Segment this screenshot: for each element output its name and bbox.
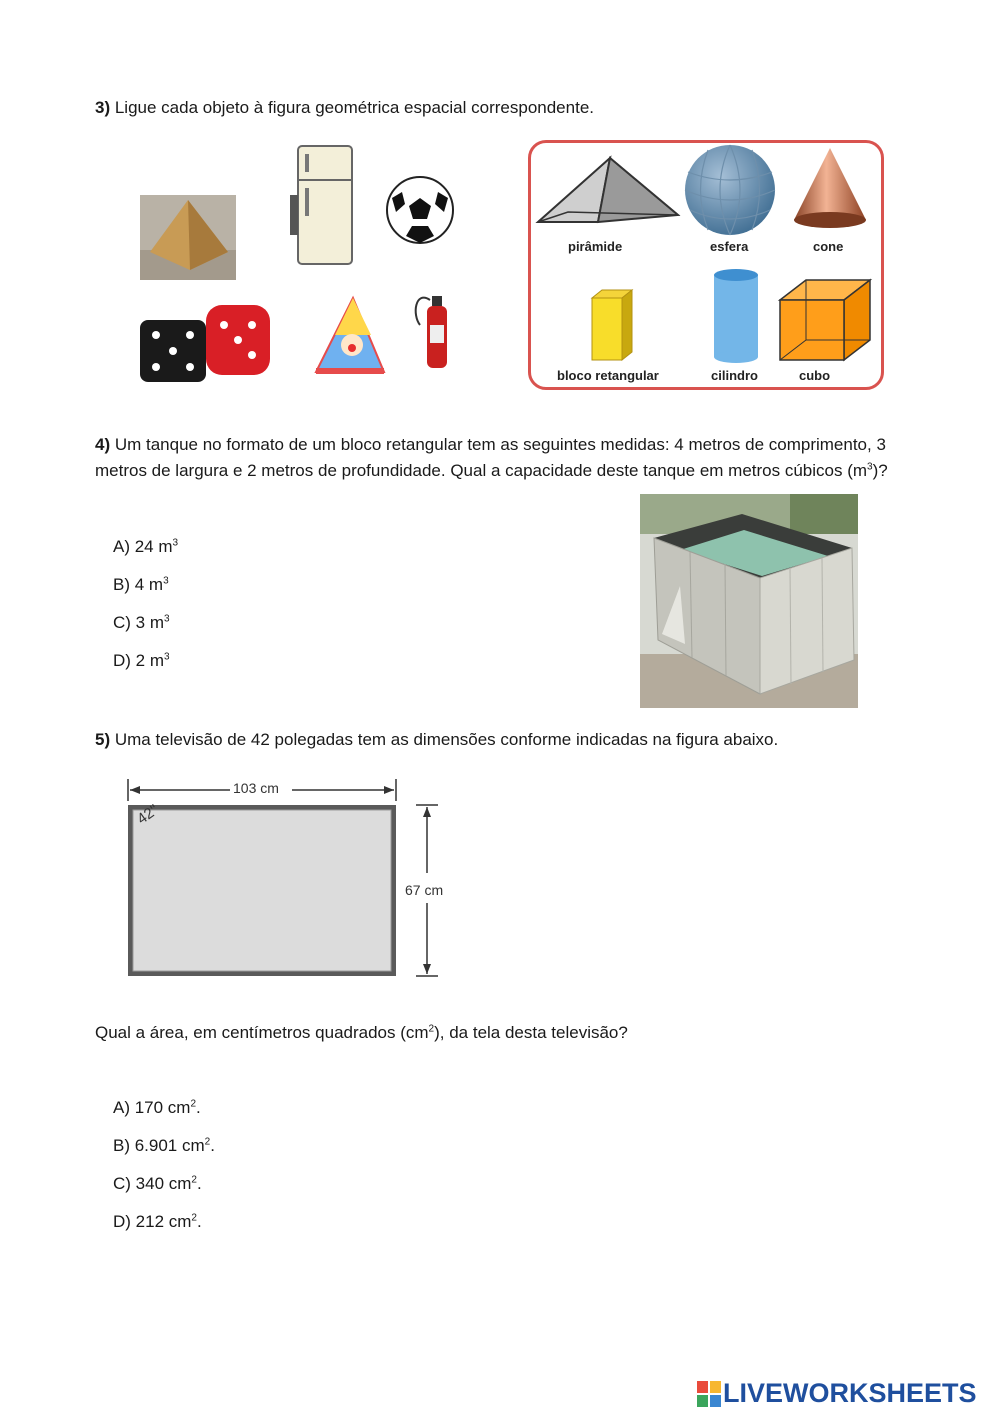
- q5-option-b-end: .: [210, 1136, 215, 1155]
- q4-option-b[interactable]: [113, 575, 169, 595]
- q4-option-d-label: D) 2 m: [113, 651, 164, 670]
- label-cilindro: cilindro: [711, 368, 758, 383]
- q5-option-b-sup: 2: [204, 1136, 211, 1148]
- q4-option-c[interactable]: [113, 613, 170, 633]
- q5-text: Uma televisão de 42 polegadas tem as dimensões conforme indicadas na figura abaixo.: [110, 730, 779, 749]
- q5-option-d-label: D) 212 cm: [113, 1212, 192, 1231]
- q3-number: 3): [95, 98, 111, 117]
- q4-text-sup: 3: [867, 461, 873, 473]
- q4-option-d[interactable]: [113, 651, 170, 671]
- label-cubo: cubo: [799, 368, 831, 383]
- refrigerator-icon: [290, 146, 352, 264]
- q4-option-c-sup: 3: [164, 613, 170, 625]
- q5-option-d-sup: 2: [191, 1212, 197, 1224]
- q4-option-b-sup: 3: [163, 575, 169, 587]
- q3-text: Ligue cada objeto à figura geométrica espacial correspondente.: [110, 98, 594, 117]
- label-piramide: pirâmide: [568, 239, 623, 254]
- dice-icon: [140, 305, 270, 382]
- soccer-ball-icon: [387, 177, 453, 243]
- label-cone: cone: [813, 239, 844, 254]
- q5-option-a-label: A) 170 cm: [113, 1098, 191, 1117]
- q4-option-a[interactable]: [113, 537, 178, 557]
- q4-prompt: [95, 432, 915, 484]
- q5-option-d[interactable]: [113, 1212, 202, 1232]
- q4-option-a-sup: 3: [172, 537, 179, 549]
- q5-prompt: [95, 727, 778, 753]
- liveworksheets-logo: [697, 1378, 977, 1409]
- sphere-shape-icon: [685, 145, 775, 235]
- q3-objects: [130, 140, 470, 390]
- cylinder-shape-icon: [714, 269, 758, 363]
- q5-question: [95, 1020, 628, 1046]
- q5-option-a-sup: 2: [190, 1098, 197, 1110]
- q5-option-c-label: C) 340 cm: [113, 1174, 192, 1193]
- q4-number: 4): [95, 435, 111, 454]
- q3-shapes: [528, 140, 884, 390]
- q5-number: 5): [95, 730, 111, 749]
- q4-option-d-sup: 3: [164, 651, 170, 663]
- q5-question-sup: 2: [428, 1023, 435, 1035]
- q4-option-c-label: C) 3 m: [113, 613, 164, 632]
- fire-extinguisher-icon: [416, 296, 447, 368]
- q5-option-d-end: .: [196, 1212, 202, 1231]
- q4-text-line1: Um tanque no formato de um bloco retangular tem as seguintes medidas: 4 metros de comprimento, 3: [110, 435, 886, 454]
- liveworksheets-logo-icon: [697, 1381, 721, 1407]
- label-esfera: esfera: [710, 239, 749, 254]
- q3-prompt: [95, 95, 594, 121]
- q4-option-a-label: A) 24 m: [113, 537, 173, 556]
- q5-option-a-end: .: [196, 1098, 201, 1117]
- q5-option-b-label: B) 6.901 cm: [113, 1136, 205, 1155]
- rectangular-block-shape-icon: [592, 290, 632, 360]
- liveworksheets-brand: LIVEWORKSHEETS: [723, 1378, 977, 1408]
- q4-option-b-label: B) 4 m: [113, 575, 164, 594]
- label-bloco-retangular: bloco retangular: [557, 368, 659, 383]
- q5-question-end: ), da tela desta televisão?: [434, 1023, 628, 1042]
- pyramid-shape-icon: [538, 158, 678, 222]
- q4-text-line2: metros de largura e 2 metros de profundidade. Qual a capacidade deste tanque em metros cúbicos (m: [95, 461, 868, 480]
- tv-width-label: 103 cm: [233, 780, 279, 796]
- tv-figure: [120, 775, 460, 985]
- tank-photo-icon: [640, 494, 858, 708]
- q5-option-c-sup: 2: [191, 1174, 197, 1186]
- cone-shape-icon: [794, 148, 866, 228]
- q5-option-c[interactable]: [113, 1174, 202, 1194]
- q5-option-b[interactable]: [113, 1136, 215, 1156]
- tv-diagonal-label: 42": [134, 801, 162, 828]
- cube-shape-icon: [780, 280, 870, 360]
- tv-height-label: 67 cm: [405, 882, 444, 898]
- pyramid-photo-icon: [140, 195, 236, 280]
- q4-text-end: )?: [872, 461, 888, 480]
- q5-option-a[interactable]: [113, 1098, 201, 1118]
- party-hat-icon: [316, 298, 384, 374]
- q5-option-c-end: .: [196, 1174, 202, 1193]
- q5-question-text: Qual a área, em centímetros quadrados (cm: [95, 1023, 429, 1042]
